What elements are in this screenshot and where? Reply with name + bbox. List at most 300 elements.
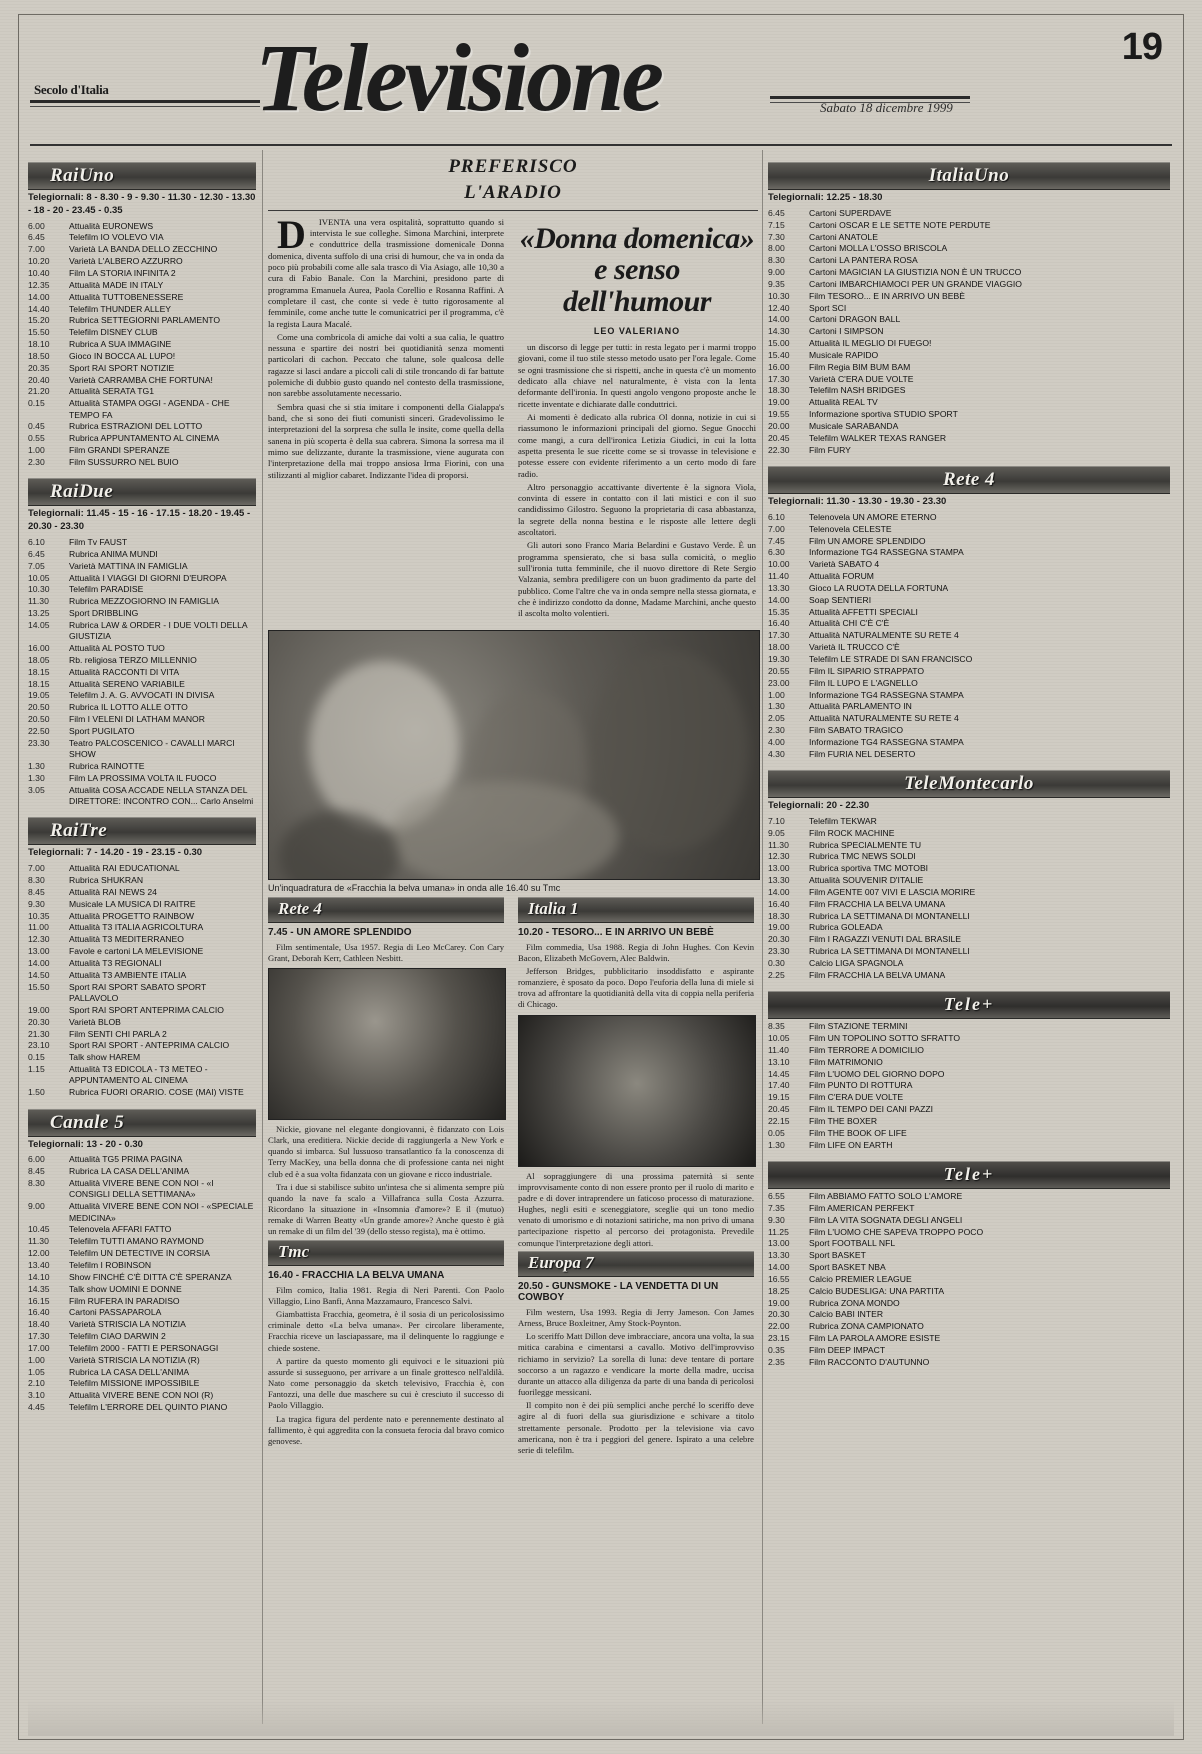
schedule-program: Telefilm MISSIONE IMPOSSIBILE <box>69 1378 200 1389</box>
schedule-row <box>768 279 1170 290</box>
schedule-row <box>768 725 1170 736</box>
schedule-program: Telefilm DISNEY CLUB <box>69 327 158 338</box>
schedule-row <box>28 1064 256 1087</box>
schedule-time: 22.50 <box>28 725 50 736</box>
schedule-program: Film AGENTE 007 VIVI E LASCIA MORIRE <box>809 886 976 897</box>
schedule-row <box>768 512 1170 523</box>
schedule-row <box>768 934 1170 945</box>
schedule-program: Attualità TUTTOBENESSERE <box>69 291 184 302</box>
schedule-time: 13.00 <box>28 946 50 957</box>
schedule-row <box>28 1166 256 1177</box>
schedule-program: Film UN TOPOLINO SOTTO SFRATTO <box>809 1033 961 1044</box>
schedule-program: Attualità NATURALMENTE SU RETE 4 <box>809 713 959 724</box>
schedule-time: 7.00 <box>28 244 45 255</box>
schedule-program: Attualità T3 ITALIA AGRICOLTURA <box>69 922 204 933</box>
masthead-title: Televisione <box>255 24 662 131</box>
schedule-program: Film LA STORIA INFINITA 2 <box>69 268 176 278</box>
schedule-row <box>768 678 1170 689</box>
schedule-time: 14.35 <box>28 1283 50 1294</box>
column-divider-1 <box>262 150 263 1724</box>
schedule-row <box>768 559 1170 570</box>
schedule-row <box>28 738 256 761</box>
schedule-time: 15.50 <box>28 981 50 992</box>
schedule-row <box>28 1087 256 1098</box>
article-byline: LEO VALERIANO <box>593 326 681 337</box>
schedule-program: Rubrica LA CASA DELL'ANIMA <box>69 1166 190 1177</box>
schedule-program: Varietà IL TRUCCO C'È <box>809 642 900 653</box>
schedule-row <box>768 1128 1170 1139</box>
schedule-program: Film THE BOOK OF LIFE <box>809 1127 907 1138</box>
mini-photo-rete4 <box>268 968 506 1120</box>
schedule-row <box>28 433 256 444</box>
schedule-row <box>28 292 256 303</box>
schedule-row <box>28 899 256 910</box>
schedule-time: 11.30 <box>28 1236 49 1247</box>
schedule-row <box>28 773 256 784</box>
schedule-row <box>768 362 1170 373</box>
schedule-program: Film LA PROSSIMA VOLTA IL FUOCO <box>69 772 217 783</box>
schedule-time: 19.00 <box>768 397 790 408</box>
schedule-time: 10.20 <box>28 256 50 267</box>
schedule-program: Varietà SABATO 4 <box>809 559 880 570</box>
article-headline: «Donna domenica» e senso dell'humour <box>519 221 755 319</box>
schedule-time: 3.10 <box>28 1390 45 1401</box>
schedule-row <box>28 1052 256 1063</box>
schedule-row <box>768 314 1170 325</box>
schedule-program: Sport BASKET <box>809 1250 866 1261</box>
schedule-time: 18.15 <box>28 666 50 677</box>
schedule-program: Informazione TG4 RASSEGNA STAMPA <box>809 689 964 700</box>
schedule-program: Cartoni IMBARCHIAMOCI PER UN GRANDE VIAGGIO <box>809 278 1022 289</box>
schedule-row <box>28 1378 256 1389</box>
schedule-program: Varietà MATTINA IN FAMIGLIA <box>69 560 188 571</box>
schedule-row <box>768 922 1170 933</box>
schedule-row <box>768 255 1170 266</box>
schedule-row <box>28 1236 256 1247</box>
schedule-program: Attualità AL POSTO TUO <box>69 643 165 654</box>
schedule-row <box>28 561 256 572</box>
schedule-program: Film FRACCHIA LA BELVA UMANA <box>809 969 946 980</box>
schedule-time: 7.30 <box>768 231 785 242</box>
schedule-program: Calcio LIGA SPAGNOLA <box>809 958 904 968</box>
schedule-row <box>28 970 256 981</box>
schedule-time: 11.40 <box>768 571 789 582</box>
schedule-row <box>768 409 1170 420</box>
schedule-time: 1.50 <box>28 1087 45 1098</box>
schedule-row <box>768 1357 1170 1368</box>
schedule-time: 6.00 <box>28 220 45 231</box>
schedule-program: Film THE BOXER <box>809 1115 878 1126</box>
schedule-program: Calcio BUDESLIGA: UNA PARTITA <box>809 1285 945 1296</box>
schedule-program: Film IL TEMPO DEI CANI PAZZI <box>809 1104 933 1115</box>
schedule-program: Talk show UOMINI E DONNE <box>69 1283 182 1294</box>
schedule-program: Film PUNTO DI ROTTURA <box>809 1080 913 1091</box>
schedule-row <box>768 1250 1170 1261</box>
schedule-program: Attualità SERENO VARIABILE <box>69 678 185 689</box>
schedule-time: 20.50 <box>28 714 50 725</box>
schedule-time: 18.40 <box>28 1319 50 1330</box>
schedule-time: 14.30 <box>768 326 790 337</box>
schedule-program: Telenovela CELESTE <box>809 523 892 534</box>
schedule-time: 1.00 <box>768 689 785 700</box>
schedule-row <box>28 363 256 374</box>
schedule-row <box>768 1274 1170 1285</box>
schedule-time: 6.00 <box>28 1154 45 1165</box>
schedule-program: Telefilm THUNDER ALLEY <box>69 303 172 314</box>
schedule-program: Cartoni PASSAPAROLA <box>69 1307 162 1318</box>
schedule-program: Rubrica LA SETTIMANA DI MONTANELLI <box>809 910 970 921</box>
article-photo <box>268 630 760 880</box>
schedule-program: Cartoni OSCAR E LE SETTE NOTE PERDUTE <box>809 219 991 230</box>
schedule-program: Soap SENTIERI <box>809 594 872 605</box>
schedule-program: Film SABATO TRAGICO <box>809 725 904 736</box>
schedule-time: 6.10 <box>28 536 45 547</box>
canale5-telegiornali: Telegiornali: 13 - 20 - 0.30 <box>28 1138 143 1150</box>
right-listings-column <box>768 152 1170 1369</box>
schedule-time: 20.35 <box>28 362 50 373</box>
schedule-time: 2.25 <box>768 969 785 980</box>
schedule-time: 1.05 <box>28 1366 45 1377</box>
mini-body-rete4-cont: Nickie, giovane nel elegante dongiovanni, è fidanzato con Lois Clark, una ereditiera. Nickie decide di raggiungerla a New York e quando si imbarca. Sul lussuoso transatlantico fa la conoscenza di Terry MacKey, una bella donna che di professione canta nei night club ed è a sua volta fidanzata con un giovane e ricco industriale. Tra i due si stabilisce subito un'intesa che si alimenta sempre più quando la nave fa scalo a Villafranca sulla Costa Azzurra. Ricordano la situazione in «Insomnia d'amore»? E il (mutuo) remake di Warren Beatty «Un grande amore»? Anche questo è già un remake di un film del '39 (dello stesso regista), ma è ottimo. <box>268 1123 504 1237</box>
schedule-time: 6.45 <box>768 207 785 218</box>
schedule-program: Cartoni I SIMPSON <box>809 326 884 337</box>
schedule-program: Attualità NATURALMENTE SU RETE 4 <box>809 630 959 641</box>
schedule-time: 0.35 <box>768 1344 785 1355</box>
schedule-row <box>768 863 1170 874</box>
schedule-row <box>768 1345 1170 1356</box>
schedule-row <box>768 607 1170 618</box>
mini-body-europa7: Film western, Usa 1993. Regia di Jerry Jameson. Con James Arness, Bruce Boxleitner, Amy Stock-Poynton. Lo sceriffo Matt Dillon deve imbracciare, ancora una volta, la sua mitica carabina e cimentarsi a cavallo. Motivo dell'improvviso richiamo in servizio? La sorella di luna: deve tentare di portare soccorso a un ragazzo e vendicare la morte della madre, uccisa durante un attacco alla diligenza da parte di una banda di pericolosi fuorilegge messicani. Il compito non è dei più semplici anche perché lo sceriffo deve agire al di fuori della sua giurisdizione e schivare a titolo strettamente personale. Prodotto per la televisione via cavo americana, non è tra i peggiori del genere. Ispirato a una celebre serie di telefilm. <box>518 1306 754 1455</box>
schedule-program: Film FURY <box>809 444 851 455</box>
schedule-time: 21.30 <box>28 1028 50 1039</box>
schedule-row <box>28 643 256 654</box>
schedule-program: Film ABBIAMO FATTO SOLO L'AMORE <box>809 1190 963 1201</box>
schedule-time: 15.40 <box>768 349 790 360</box>
schedule-program: Film RUFERA IN PARADISO <box>69 1295 180 1306</box>
schedule-program: Rubrica APPUNTAMENTO AL CINEMA <box>69 433 220 444</box>
schedule-time: 2.10 <box>28 1378 45 1389</box>
schedule-row <box>768 583 1170 594</box>
schedule-time: 11.40 <box>768 1044 789 1055</box>
schedule-time: 9.30 <box>28 898 45 909</box>
schedule-time: 0.15 <box>28 1052 45 1063</box>
schedule-program: Attualità EURONEWS <box>69 220 154 231</box>
schedule-time: 10.30 <box>768 290 790 301</box>
schedule-program: Rubrica LA SETTIMANA DI MONTANELLI <box>809 946 970 957</box>
schedule-time: 12.30 <box>768 851 790 862</box>
teleplus-1-schedule <box>768 1021 1170 1151</box>
schedule-time: 18.15 <box>28 678 50 689</box>
schedule-time: 6.45 <box>28 548 45 559</box>
schedule-program: Film IL LUPO E L'AGNELLO <box>809 677 918 688</box>
schedule-time: 20.30 <box>768 1309 790 1320</box>
schedule-time: 3.05 <box>28 784 45 795</box>
article-rule <box>268 210 758 211</box>
schedule-program: Attualità TG5 PRIMA PAGINA <box>69 1154 183 1165</box>
schedule-program: Film IL SIPARIO STRAPPATO <box>809 665 925 676</box>
schedule-row <box>768 1203 1170 1214</box>
schedule-time: 11.30 <box>28 596 49 607</box>
schedule-time: 14.00 <box>28 957 50 968</box>
publication-name: Secolo d'Italia <box>34 82 109 97</box>
schedule-row <box>28 863 256 874</box>
schedule-program: Telefilm IO VOLEVO VIA <box>69 232 164 243</box>
schedule-row <box>768 1298 1170 1309</box>
schedule-row <box>28 934 256 945</box>
schedule-program: Attualità VIVERE BENE CON NOI (R) <box>69 1390 214 1401</box>
schedule-program: Rubrica SHUKRAN <box>69 875 144 886</box>
teleplus-2-schedule <box>768 1191 1170 1368</box>
column-divider-2 <box>762 150 763 1724</box>
schedule-row <box>28 445 256 456</box>
schedule-time: 6.45 <box>28 232 45 243</box>
schedule-time: 19.00 <box>28 1004 50 1015</box>
schedule-program: Attualità VIVERE BENE CON NOI - «I CONSIGLI DELLA SETTIMANA» <box>69 1178 214 1200</box>
schedule-program: Rubrica IL LOTTO ALLE OTTO <box>69 702 188 713</box>
schedule-time: 14.00 <box>28 291 50 302</box>
schedule-time: 18.50 <box>28 350 50 361</box>
schedule-time: 14.05 <box>28 619 50 630</box>
schedule-row <box>768 1057 1170 1068</box>
schedule-time: 12.00 <box>28 1248 50 1259</box>
schedule-time: 13.40 <box>28 1259 50 1270</box>
schedule-row <box>28 1296 256 1307</box>
schedule-time: 1.15 <box>28 1064 45 1075</box>
schedule-row <box>768 1238 1170 1249</box>
schedule-row <box>768 666 1170 677</box>
schedule-time: 9.05 <box>768 827 785 838</box>
schedule-time: 23.30 <box>768 946 790 957</box>
schedule-program: Telefilm LE STRADE DI SAN FRANCISCO <box>809 653 973 664</box>
schedule-program: Cartoni ANATOLE <box>809 231 878 242</box>
schedule-time: 8.00 <box>768 243 785 254</box>
schedule-program: Attualità T3 AMBIENTE ITALIA <box>69 969 187 980</box>
schedule-row <box>768 350 1170 361</box>
schedule-program: Cartoni LA PANTERA ROSA <box>809 255 918 266</box>
schedule-program: Rubrica TMC NEWS SOLDI <box>809 851 916 862</box>
schedule-row <box>768 737 1170 748</box>
schedule-time: 4.45 <box>28 1402 45 1413</box>
schedule-row <box>28 1272 256 1283</box>
schedule-row <box>28 421 256 432</box>
schedule-row <box>28 875 256 886</box>
schedule-time: 7.05 <box>28 560 45 571</box>
mini-photo-italia1 <box>518 1015 756 1167</box>
schedule-program: Varietà BLOB <box>69 1016 121 1027</box>
schedule-time: 6.10 <box>768 511 785 522</box>
schedule-time: 10.40 <box>28 268 50 278</box>
schedule-program: Attualità T3 EDICOLA - T3 METEO - APPUNTAMENTO AL CINEMA <box>69 1064 208 1086</box>
schedule-time: 15.00 <box>768 338 790 349</box>
schedule-program: Sport PUGILATO <box>69 725 135 736</box>
schedule-program: Varietà L'ALBERO AZZURRO <box>69 256 183 267</box>
schedule-row <box>768 433 1170 444</box>
schedule-row <box>768 571 1170 582</box>
schedule-program: Cartoni SUPERDAVE <box>809 207 892 218</box>
schedule-row <box>28 1248 256 1259</box>
schedule-time: 18.05 <box>28 654 50 665</box>
schedule-time: 22.00 <box>768 1321 790 1332</box>
schedule-program: Attualità T3 MEDITERRANEO <box>69 934 184 945</box>
schedule-time: 2.05 <box>768 713 785 724</box>
schedule-row <box>768 1140 1170 1151</box>
schedule-time: 18.10 <box>28 339 50 350</box>
schedule-program: Rubrica SPECIALMENTE TU <box>809 839 922 850</box>
schedule-row <box>28 339 256 350</box>
raitre-telegiornali: Telegiornali: 7 - 14.20 - 19 - 23.15 - 0.30 <box>28 847 203 859</box>
left-listings-column <box>28 152 256 1414</box>
schedule-row <box>768 1033 1170 1044</box>
schedule-time: 15.20 <box>28 315 50 326</box>
schedule-row <box>28 922 256 933</box>
schedule-row <box>768 524 1170 535</box>
mini-title-tmc: 16.40 - FRACCHIA LA BELVA UMANA <box>268 1269 445 1281</box>
schedule-row <box>768 713 1170 724</box>
schedule-program: Informazione sportiva STUDIO SPORT <box>809 409 958 420</box>
schedule-time: 21.20 <box>28 386 50 397</box>
schedule-program: Rubrica MEZZOGIORNO IN FAMIGLIA <box>69 596 219 607</box>
schedule-time: 7.00 <box>28 863 45 874</box>
schedule-program: Film DEEP IMPACT <box>809 1344 886 1355</box>
schedule-time: 17.30 <box>768 630 790 641</box>
schedule-time: 14.00 <box>768 314 790 325</box>
schedule-time: 13.30 <box>768 1250 790 1261</box>
schedule-program: Telefilm UN DETECTIVE IN CORSIA <box>69 1248 210 1259</box>
schedule-program: Rubrica GOLEADA <box>809 922 883 933</box>
schedule-time: 0.15 <box>28 398 45 409</box>
schedule-program: Rb. religiosa TERZO MILLENNIO <box>69 654 197 665</box>
schedule-program: Informazione TG4 RASSEGNA STAMPA <box>809 547 964 558</box>
schedule-row <box>28 608 256 619</box>
schedule-time: 19.15 <box>768 1092 790 1103</box>
schedule-row <box>28 1390 256 1401</box>
schedule-time: 15.35 <box>768 606 790 617</box>
schedule-program: Rubrica ESTRAZIONI DEL LOTTO <box>69 421 203 432</box>
schedule-row <box>768 1321 1170 1332</box>
schedule-time: 1.30 <box>28 772 45 783</box>
schedule-program: Favole e cartoni LA MELEVISIONE <box>69 946 204 957</box>
schedule-program: Musicale RAPIDO <box>809 349 879 360</box>
schedule-time: 19.00 <box>768 922 790 933</box>
raiuno-telegiornali: Telegiornali: 8 - 8.30 - 9 - 9.30 - 11.30 - 12.30 - 13.30 - 18 - 20 - 23.45 - 0.35 <box>28 192 256 216</box>
schedule-row <box>28 1343 256 1354</box>
schedule-program: Telenovela UN AMORE ETERNO <box>809 511 937 522</box>
schedule-program: Show FINCHÉ C'È DITTA C'È SPERANZA <box>69 1271 232 1282</box>
schedule-row <box>768 654 1170 665</box>
schedule-row <box>28 1355 256 1366</box>
schedule-row <box>768 1092 1170 1103</box>
schedule-time: 23.10 <box>28 1040 50 1051</box>
schedule-row <box>768 1104 1170 1115</box>
schedule-row <box>28 351 256 362</box>
mini-body-italia1: Film commedia, Usa 1988. Regia di John Hughes. Con Kevin Bacon, Elizabeth McGovern, Alec Baldwin. Jefferson Bridges, pubblicitario insoddisfatto e aspirante romanziere, è sposato da poco. Dopo l'euforia della luna di miele si trova ad affrontare la quotidianità della vita di coppia nella periferia di Chicago. <box>518 941 754 1010</box>
schedule-time: 17.40 <box>768 1080 790 1091</box>
schedule-row <box>28 596 256 607</box>
schedule-row <box>28 702 256 713</box>
schedule-row <box>768 828 1170 839</box>
schedule-row <box>768 1333 1170 1344</box>
channel-header-canale5: Canale 5 <box>28 1109 256 1137</box>
schedule-program: Rubrica SETTEGIORNI PARLAMENTO <box>69 315 221 326</box>
schedule-program: Rubrica LAW & ORDER - I DUE VOLTI DELLA GIUSTIZIA <box>69 619 248 642</box>
schedule-program: Attualità COSA ACCADE NELLA STANZA DEL DIRETTORE: INCONTRO CON... Carlo Anselmi <box>69 784 254 807</box>
schedule-program: Rubrica ANIMA MUNDI <box>69 548 158 559</box>
schedule-time: 9.00 <box>768 267 785 278</box>
article-body-right: un discorso di legge per tutti: in resta legato per i marmi troppo giovani, come il tuo stile stesso metodo usato per l'ora legale. Come se ogni trasmissione che si rispetti, anche in questa c'è un momento dedicato alla chiave nel naturalmente, è vista con la lenta deformante dell'ironia. In questi angolo vengono proposte anche le ricette inventate e dichiarate dalle conduttrici. Ai momenti è dedicato alla rubrica Ol donna, notizie in cui si riassumono le informazioni principali del giorno. Segue Gnocchi come mangi, a cura dell'ironica Letizia Giudici, in cui la lotta aspetta presenta le sue ricette come se si trovasse in televisione e potesse essere con evidente riferimento a un certo modo di fare radio. Altro personaggio accattivante divertente è la signora Viola, convinta di essere in contatto con il lati mistici e con il suo candidissimo Gilostro. Seguono la proprietaria di casa abbastanza, la segrete della nonna bestina e le risposte alle lettere degli ascoltatori. Gli autori sono Franco Maria Belardini e Gustavo Verde. È un programma spensierato, che si basa sulla comicità, o meglio sull'ironia tutta femminile, che il nuovo direttore di Rete Sergio Valzania, sembra prediligere con un buon gradimento da parte del pubblico. Come l'altre che va in onda sempre nella stessa giornata, e che è indirizzo condotto da donne, Madame Marchini, anche questo il ascolta molto volentieri. <box>518 342 756 619</box>
schedule-row <box>28 620 256 643</box>
channel-header-italiauno: ItaliaUno <box>768 162 1170 190</box>
schedule-row <box>768 911 1170 922</box>
schedule-time: 8.45 <box>28 1166 45 1177</box>
schedule-time: 8.30 <box>28 875 45 886</box>
schedule-program: Rubrica FUORI ORARIO. COSE (MAI) VISTE <box>69 1087 244 1098</box>
schedule-time: 11.00 <box>28 922 49 933</box>
schedule-row <box>768 445 1170 456</box>
schedule-program: Telefilm L'ERRORE DEL QUINTO PIANO <box>69 1402 228 1413</box>
schedule-program: Sport FOOTBALL NFL <box>809 1238 896 1249</box>
mini-header-tmc: Tmc <box>268 1240 504 1266</box>
schedule-time: 20.55 <box>768 665 790 676</box>
schedule-time: 20.30 <box>28 1016 50 1027</box>
schedule-time: 6.55 <box>768 1190 785 1201</box>
schedule-program: Film I RAGAZZI VENUTI DAL BRASILE <box>809 934 962 945</box>
schedule-time: 7.15 <box>768 219 785 230</box>
schedule-time: 13.30 <box>768 875 790 886</box>
schedule-program: Sport RAI SPORT - ANTEPRIMA CALCIO <box>69 1040 230 1051</box>
schedule-row <box>28 1319 256 1330</box>
schedule-time: 10.05 <box>768 1033 790 1044</box>
schedule-time: 14.00 <box>768 1262 790 1273</box>
canale5-schedule <box>28 1154 256 1413</box>
schedule-time: 23.15 <box>768 1333 790 1344</box>
schedule-program: Telefilm NASH BRIDGES <box>809 385 906 396</box>
schedule-time: 17.30 <box>28 1331 50 1342</box>
schedule-row <box>28 911 256 922</box>
schedule-program: Attualità VIVERE BENE CON NOI - «SPECIALE MEDICINA» <box>69 1201 254 1223</box>
schedule-time: 23.00 <box>768 677 790 688</box>
schedule-row <box>28 785 256 808</box>
schedule-row <box>28 1154 256 1165</box>
schedule-row <box>768 816 1170 827</box>
schedule-row <box>28 887 256 898</box>
schedule-row <box>768 1069 1170 1080</box>
article-kicker-line-1: PREFERISCO <box>448 156 578 177</box>
schedule-row <box>768 397 1170 408</box>
schedule-program: Attualità PARLAMENTO IN <box>809 701 912 712</box>
schedule-row <box>768 1215 1170 1226</box>
schedule-program: Attualità SERATA TG1 <box>69 386 155 397</box>
schedule-row <box>28 268 256 279</box>
schedule-time: 11.30 <box>768 839 789 850</box>
schedule-time: 12.30 <box>28 934 50 945</box>
mini-body-tmc: Film comico, Italia 1981. Regia di Neri Parenti. Con Paolo Villaggio, Lino Banfi, Anna Mazzamauro, Francesco Salvi. Giambattista Fracchia, geometra, è il sosia di un pericolosissimo criminale detto «La belva umana». Per circolare liberamente, Fracchia riceve un lasciapassare, ma il delinquente lo raggiunge e chiede sostene. A partire da questo momento gli equivoci e le situazioni più assurde si susseguono, per arrivare a un finale grottesco nell'aldilà. Nato come personaggio da sketch televisivo, Fracchia è, con Fantozzi, una delle due maschere su cui è cresciuto il successo di Paolo Villaggio. La tragica figura del perdente nato e perennemente destinato al fallimento, è qui aggredita con la consueta ferocia dal bravo comico genovese. <box>268 1284 504 1446</box>
schedule-time: 1.30 <box>768 701 785 712</box>
schedule-row <box>28 1331 256 1342</box>
schedule-program: Cartoni DRAGON BALL <box>809 314 901 325</box>
schedule-program: Gioco IN BOCCA AL LUPO! <box>69 350 176 361</box>
schedule-program: Varietà C'ERA DUE VOLTE <box>809 373 914 384</box>
schedule-row <box>28 982 256 1005</box>
schedule-time: 10.05 <box>28 572 50 583</box>
schedule-time: 13.30 <box>768 582 790 593</box>
schedule-time: 10.35 <box>28 910 50 921</box>
schedule-time: 19.55 <box>768 409 790 420</box>
schedule-program: Varietà LA BANDA DELLO ZECCHINO <box>69 244 218 255</box>
masthead-rule-right <box>770 96 970 99</box>
schedule-row <box>768 642 1170 653</box>
schedule-program: Sport SCI <box>809 302 847 313</box>
schedule-program: Telefilm TEKWAR <box>809 815 877 826</box>
